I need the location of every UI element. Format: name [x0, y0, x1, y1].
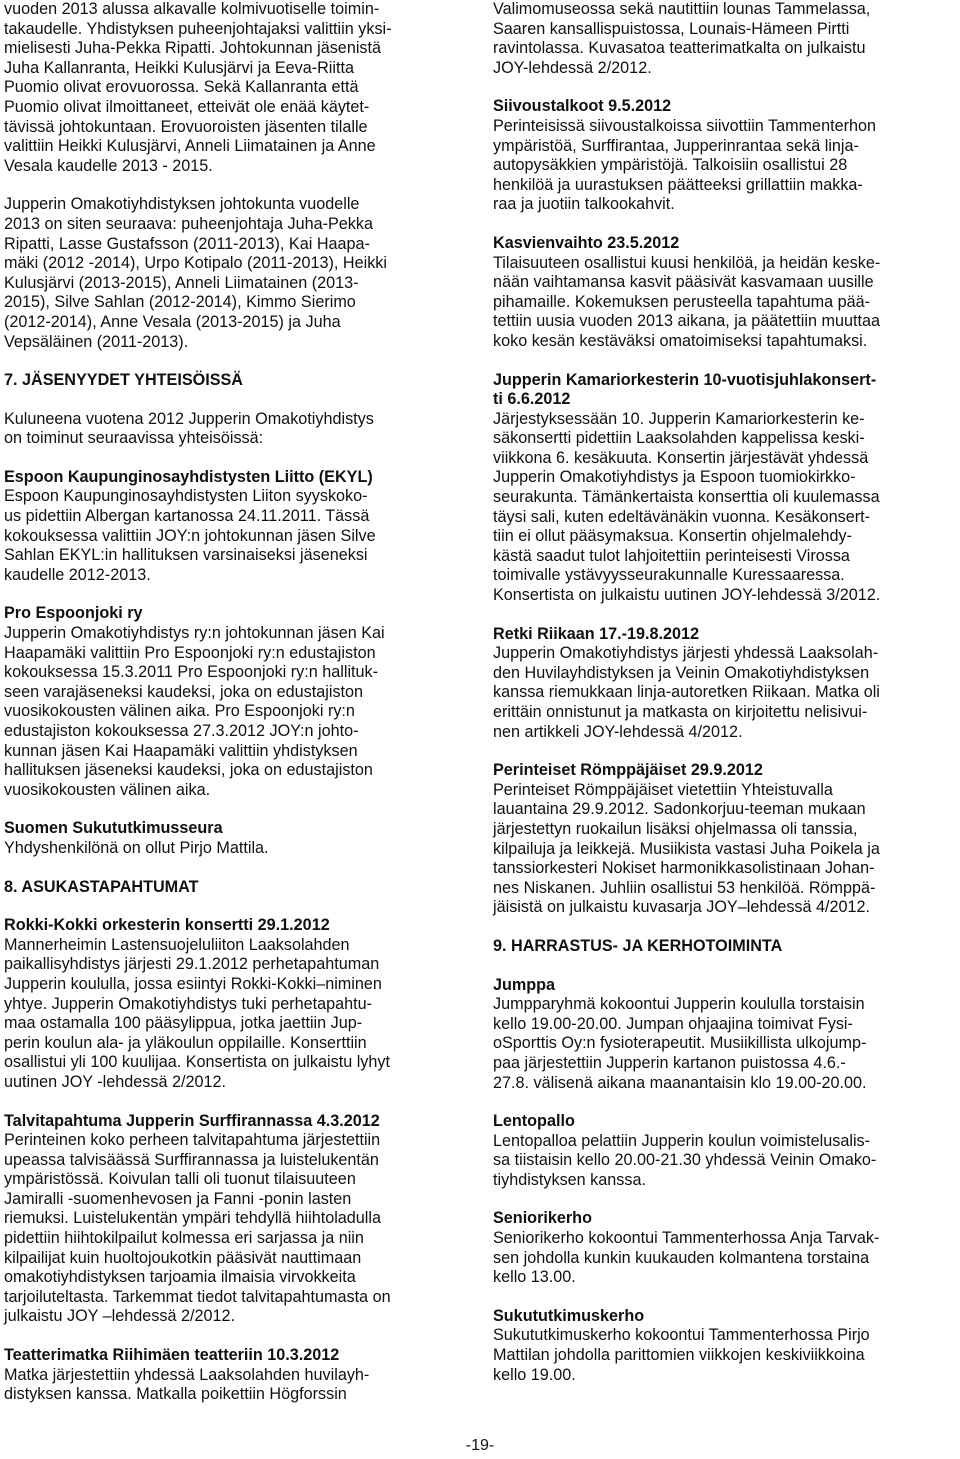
body-paragraph: Seniorikerho kokoontui Tammenterhossa Anja Tarvak- sen johdolla kunkin kuukauden kolmantena torstaina kello 13.00. [493, 1229, 880, 1287]
subsection-heading: Espoon Kaupunginosayhdistysten Liitto (EKYL) [4, 467, 373, 486]
body-paragraph: Järjestyksessään 10. Jupperin Kamariorkesterin ke- säkonsertti pidettiin Laaksolahden kappelissa keski- viikkona 6. kesäkuuta. Konsertin järjestävät yhdessä Jupperin Omakotiyhdistys ja Espoon tuomiokirkko- seurakunta. Tämänkertaista konserttia oli kuulemassa täysi sali, kuten edeltävänäkin vuonna. Kesäkonsert- tiin ei ollut pääsymaksua. Konsertin ohjelmalehdy- kästä saadut tulot lahjoitettiin perinteisesti Virossa toimivalle ystävyysseurakunnalle Kuressaaressa. Konsertista on julkaistu uutinen JOY-lehdessä 3/2012. [493, 409, 881, 605]
page-number: -19- [465, 1437, 495, 1454]
section-heading: 7. JÄSENYYDET YHTEISÖISSÄ [4, 371, 243, 390]
body-paragraph: Perinteiset Römppäjäiset vietettiin Yhteistuvalla lauantaina 29.9.2012. Sadonkorjuu-teeman mukaan järjestettyn ruokailun lisäksi ohjelmassa oli tanssia, kilpailuja ja leikkejä. Musiikista vastasi Juha Poikela ja tanssiorkesteri Nokiset harmonikkasolistinaan Johan- nes Niskanen. Juhliin osallistui 53 henkilöä. Römppä- jäisistä on julkaistu kuvasarja JOY–lehdessä 4/2012. [493, 780, 880, 917]
right-column [493, 0, 960, 1385]
subsection-heading: Jumppa [493, 975, 556, 994]
subsection-heading: Kasvienvaihto 23.5.2012 [493, 233, 680, 252]
subsection-heading: Teatterimatka Riihimäen teatteriin 10.3.2012 [4, 1346, 340, 1365]
body-paragraph: Tilaisuuteen osallistui kuusi henkilöä, ja heidän keske- nään vaihtamansa kasvit pääsivät kasvamaan uusille pihamaille. Kokemuksen perusteella tapahtuma pää- tettiin uusia vuoden 2013 aikana, ja päätettiin muuttaa koko kesän kestäväksi omatoimiseksi tapahtumaksi. [493, 253, 881, 350]
subsection-heading: Rokki-Kokki orkesterin konsertti 29.1.2012 [4, 916, 330, 935]
section-heading: 9. HARRASTUS- JA KERHOTOIMINTA [493, 936, 783, 955]
section-heading: 8. ASUKASTAPAHTUMAT [4, 877, 199, 896]
body-paragraph: Valimomuseossa sekä nautittiin lounas Tammelassa, Saaren kansallispuistossa, Lounais-Hämeen Pirtti ravintolassa. Kuvasatoa teatterimatkalta on julkaistu JOY-lehdessä 2/2012. [493, 0, 871, 77]
body-paragraph: Yhdyshenkilönä on ollut Pirjo Mattila. [4, 838, 269, 857]
body-paragraph: Mannerheimin Lastensuojeluliiton Laaksolahden paikallisyhdistys järjesti 29.1.2012 perhetapahtuman Jupperin koululla, jossa esiintyi Rokki-Kokki–niminen yhtye. Jupperin Omakotiyhdistys tuki perhetapahtu- maa ostamalla 100 pääsylippua, jotka jaettiin Jup- perin koulun ala- ja yläkoulun oppilaille. Konserttiin osallistui yli 100 kuulijaa. Konsertista on julkaistu lyhyt uutinen JOY -lehdessä 2/2012. [4, 935, 390, 1091]
body-paragraph: Matka järjestettiin yhdessä Laaksolahden huvilayh- distyksen kanssa. Matkalla poikettiin Högforssin [4, 1365, 370, 1404]
subsection-heading: Seniorikerho [493, 1209, 592, 1228]
body-paragraph: Jumpparyhmä kokoontui Jupperin koululla torstaisin kello 19.00-20.00. Jumpan ohjaajina toimivat Fysi- oSporttis Oy:n fysioterapeutit. Musiikillista ulkojump- paa järjestettiin Jupperin kartanon puistossa 4.6.- 27.8. välisenä aikana maanantaisin klo 19.00-20.00. [493, 995, 867, 1092]
body-paragraph: Jupperin Omakotiyhdistys järjesti yhdessä Laaksolah- den Huvilayhdistyksen ja Veinin Omakotiyhdistyksen kanssa riemukkaan linja-autoretken Riikaan. Matka oli erittäin onnistunut ja matkasta on kirjoitettu nelisivui- nen artikkeli JOY-lehdessä 4/2012. [493, 644, 880, 741]
subsection-heading: Siivoustalkoot 9.5.2012 [493, 97, 672, 116]
subsection-heading: Perinteiset Römppäjäiset 29.9.2012 [493, 761, 763, 780]
subsection-heading: Retki Riikaan 17.-19.8.2012 [493, 624, 700, 643]
subsection-heading: Sukututkimuskerho [493, 1306, 645, 1325]
body-paragraph: Lentopalloa pelattiin Jupperin koulun voimistelusalis- sa tiistaisin kello 20.00-21.30 yhdessä Veinin Omako- tiyhdistyksen kanssa. [493, 1131, 877, 1189]
left-column [4, 0, 474, 1405]
subsection-heading: Suomen Sukututkimusseura [4, 819, 223, 838]
body-paragraph: Jupperin Omakotiyhdistys ry:n johtokunnan jäsen Kai Haapamäki valittiin Pro Espoonjoki ry:n edustajiston kokouksessa 15.3.2011 Pro Espoonjoki ry:n hallituk- seen varajäseneksi kaudeksi, joka on edustajiston vuosikokousten välinen aika. Pro Espoonjoki ry:n edustajiston kokouksessa 27.3.2012 JOY:n johto- kunnan jäsen Kai Haapamäki valittiin yhdistyksen hallituksen jäseneksi kaudeksi, joka on edustajiston vuosikokousten välinen aika. [4, 624, 385, 799]
body-paragraph: Perinteisissä siivoustalkoissa siivottiin Tammenterhon ympäristöä, Surffirantaa, Jupperinrantaa sekä linja- autopysäkkien ympäristöjä. Talkoisiin osallistui 28 henkilöä ja uurastuksen päätteeksi grillattiin makka- raa ja juotiin talkookahvit. [493, 116, 876, 214]
subsection-heading: Lentopallo [493, 1112, 575, 1131]
body-paragraph: Perinteinen koko perheen talvitapahtuma järjestettiin upeassa talvisäässä Surffirannassa ja luistelukentän ympäristössä. Koivulan talli oli tuonut tilaisuuteen Jamiralli -suomenhevosen ja Fanni -ponin lasten riemuksi. Luistelukentän ympäri tehdyllä hiihtoladulla pidettiin hiihtokilpailut kolmessa eri sarjassa ja niin kilpailijat kuin huoltojoukotkin pääsivät nauttimaan omakotiyhdistyksen tarjoamia ilmaisia virvokkeita tarjoiluteltasta. Tarkemmat tiedot talvitapahtumasta on julkaistu JOY –lehdessä 2/2012. [4, 1131, 391, 1326]
subsection-heading: Jupperin Kamariorkesterin 10-vuotisjuhlakonsert- ti 6.6.2012 [493, 370, 877, 409]
body-paragraph: Sukututkimuskerho kokoontui Tammenterhossa Pirjo Mattilan johdolla parittomien viikkojen keskiviikkoina kello 19.00. [493, 1326, 870, 1384]
subsection-heading: Pro Espoonjoki ry [4, 604, 143, 623]
subsection-heading: Talvitapahtuma Jupperin Surffirannassa 4.3.2012 [4, 1111, 380, 1130]
body-paragraph: Kuluneena vuotena 2012 Jupperin Omakotiyhdistys on toiminut seuraavissa yhteisöissä: [4, 409, 374, 448]
body-paragraph: Espoon Kaupunginosayhdistysten Liiton syyskoko- us pidettiin Albergan kartanossa 24.11.2011. Tässä kokouksessa valittiin JOY:n johtokunnan jäsen Silve Sahlan EKYL:in hallituksen varsinaiseksi jäseneksi kaudelle 2012-2013. [4, 487, 376, 584]
body-paragraph: Jupperin Omakotiyhdistyksen johtokunta vuodelle 2013 on siten seuraava: puheenjohtaja Juha-Pekka Ripatti, Lasse Gustafsson (2011-2013), Kai Haapa- mäki (2012 -2014), Urpo Kotipalo (2011-2013), Heikki Kulusjärvi (2013-2015), Anneli Liimatainen (2013- 2015), Silve Sahlan (2012-2014), Kimmo Sierimo (2012-2014), Anne Vesala (2013-2015) ja Juha Vepsäläinen (2011-2013). [4, 195, 387, 351]
body-paragraph: vuoden 2013 alussa alkavalle kolmivuotiselle toimin- takaudelle. Yhdistyksen puheenjohtajaksi valittiin yksi- mielisesti Juha-Pekka Ripatti. Johtokunnan jäsenistä Juha Kallanranta, Heikki Kulusjärvi ja Eeva-Riitta Puomio olivat erovuorossa. Sekä Kallanranta että Puomio olivat ilmoittaneet, etteivät ole enää käytet- tävissä johtokuntaan. Erovuoroisten jäsenten tilalle valittiin Heikki Kulusjärvi, Anneli Liimatainen ja Anne Vesala kaudelle 2013 - 2015. [4, 0, 392, 175]
